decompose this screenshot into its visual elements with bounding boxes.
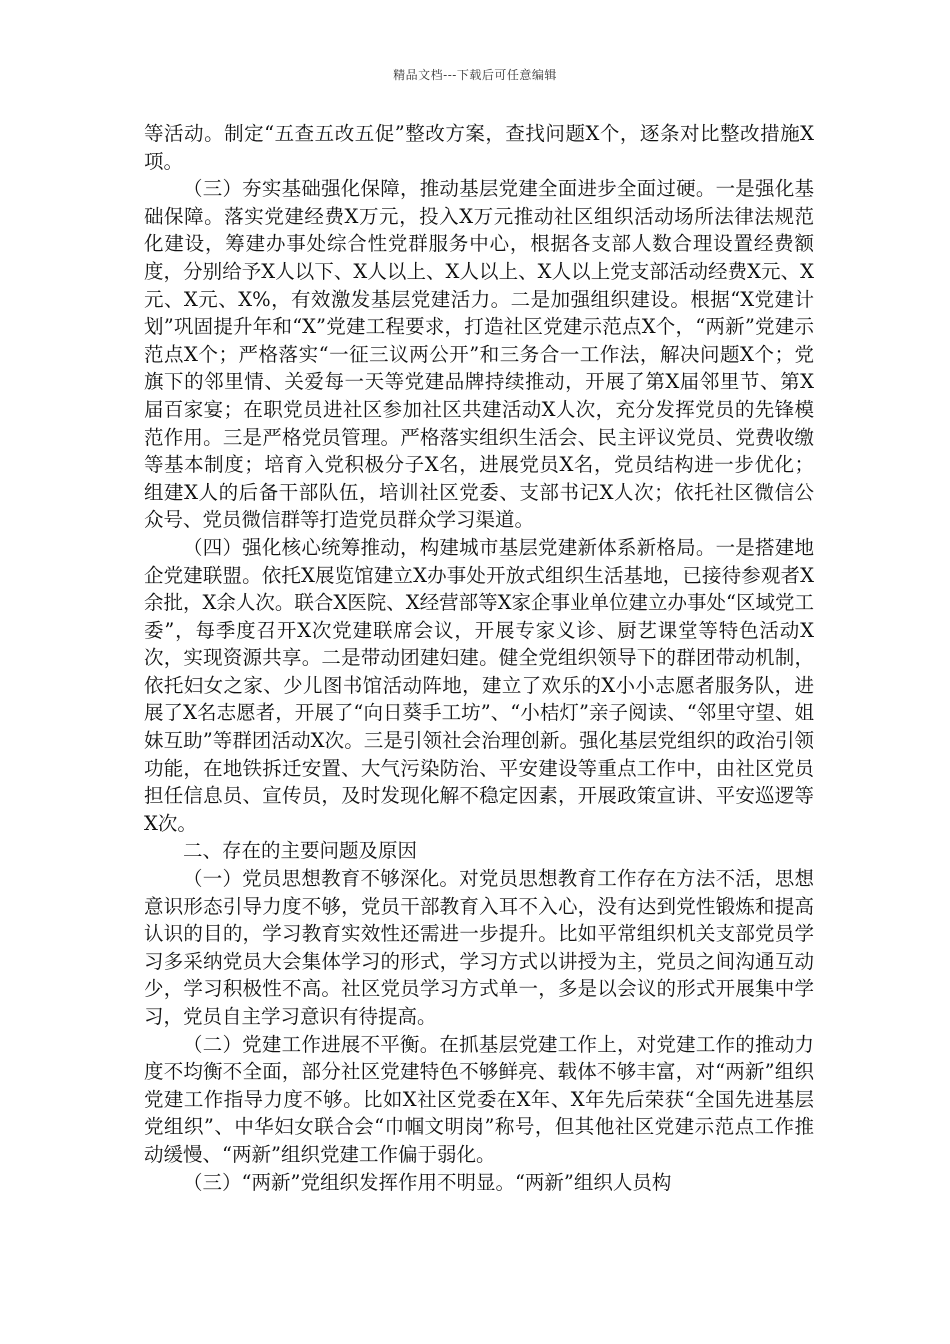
paragraph-1: 等活动。制定“五查五改五促”整改方案，查找问题X个，逐条对比整改措施X项。 [144, 122, 814, 173]
paragraph-2: （三）夯实基础强化保障，推动基层党建全面进步全面过硬。一是强化基础保障。落实党建经费X万元，投入X万元推动社区组织活动场所法律法规范化建设，筹建办事处综合性党群服务中心，根据各支部人数合理设置经费额度，分别给予X人以下、X人以上、X人以上、X人以上党支部活动经费X元、X元、X元、X%，有效激发基层党建活力。二是加强组织建设。根据“X党建计划”巩固提升年和“X”党建工程要求，打造社区党建示范点X个，“两新”党建示范点X个；严格落实“一征三议两公开”和三务合一工作法，解决问题X个；党旗下的邻里情、关爱每一天等党建品牌持续推动，开展了第X届邻里节、第X届百家宴；在职党员进社区参加社区共建活动X人次，充分发挥党员的先锋模范作用。三是严格党员管理。严格落实组织生活会、民主评议党员、党费收缴等基本制度；培育入党积极分子X名，进展党员X名，党员结构进一步优化；组建X人的后备干部队伍，培训社区党委、支部书记X人次；依托社区微信公众号、党员微信群等打造党员群众学习渠道。 [144, 177, 814, 532]
paragraph-3: （四）强化核心统筹推动，构建城市基层党建新体系新格局。一是搭建地企党建联盟。依托X展览馆建立X办事处开放式组织生活基地，已接待参观者X余批，X余人次。联合X医院、X经营部等X家企事业单位建立办事处“区域党工委”，每季度召开X次党建联席会议，开展专家义诊、厨艺课堂等特色活动X次，实现资源共享。二是带动团建妇建。健全党组织领导下的群团带动机制，依托妇女之家、少儿图书馆活动阵地，建立了欢乐的X小小志愿者服务队，进展了X名志愿者，开展了“向日葵手工坊”、“小桔灯”亲子阅读、“邻里守望、姐妹互助”等群团活动X次。三是引领社会治理创新。强化基层党组织的政治引领功能，在地铁拆迁安置、大气污染防治、平安建设等重点工作中，由社区党员担任信息员、宣传员，及时发现化解不稳定因素，开展政策宣讲、平安巡逻等X次。 [144, 535, 814, 835]
paragraph-6: （三）“两新”党组织发挥作用不明显。“两新”组织人员构 [183, 1170, 672, 1194]
page-header: 精品文档---下载后可任意编辑 [393, 68, 557, 82]
document-body [144, 120, 814, 1196]
section-heading: 二、存在的主要问题及原因 [183, 839, 418, 863]
paragraph-4: （一）党员思想教育不够深化。对党员思想教育工作存在方法不活，思想意识形态引导力度不够，党员干部教育入耳不入心，没有达到党性锻炼和提高认识的目的，学习教育实效性还需进一步提升。比如平常组织机关支部党员学习多采纳党员大会集体学习的形式，学习方式以讲授为主，党员之间沟通互动少，学习积极性不高。社区党员学习方式单一，多是以会议的形式开展集中学习，党员自主学习意识有待提高。 [144, 867, 814, 1028]
paragraph-5: （二）党建工作进展不平衡。在抓基层党建工作上，对党建工作的推动力度不均衡不全面，部分社区党建特色不够鲜亮、载体不够丰富，对“两新”组织党建工作指导力度不够。比如X社区党委在X年、X年先后荣获“全国先进基层党组织”、中华妇女联合会“巾帼文明岗”称号，但其他社区党建示范点工作推动缓慢、“两新”组织党建工作偏于弱化。 [144, 1032, 814, 1166]
